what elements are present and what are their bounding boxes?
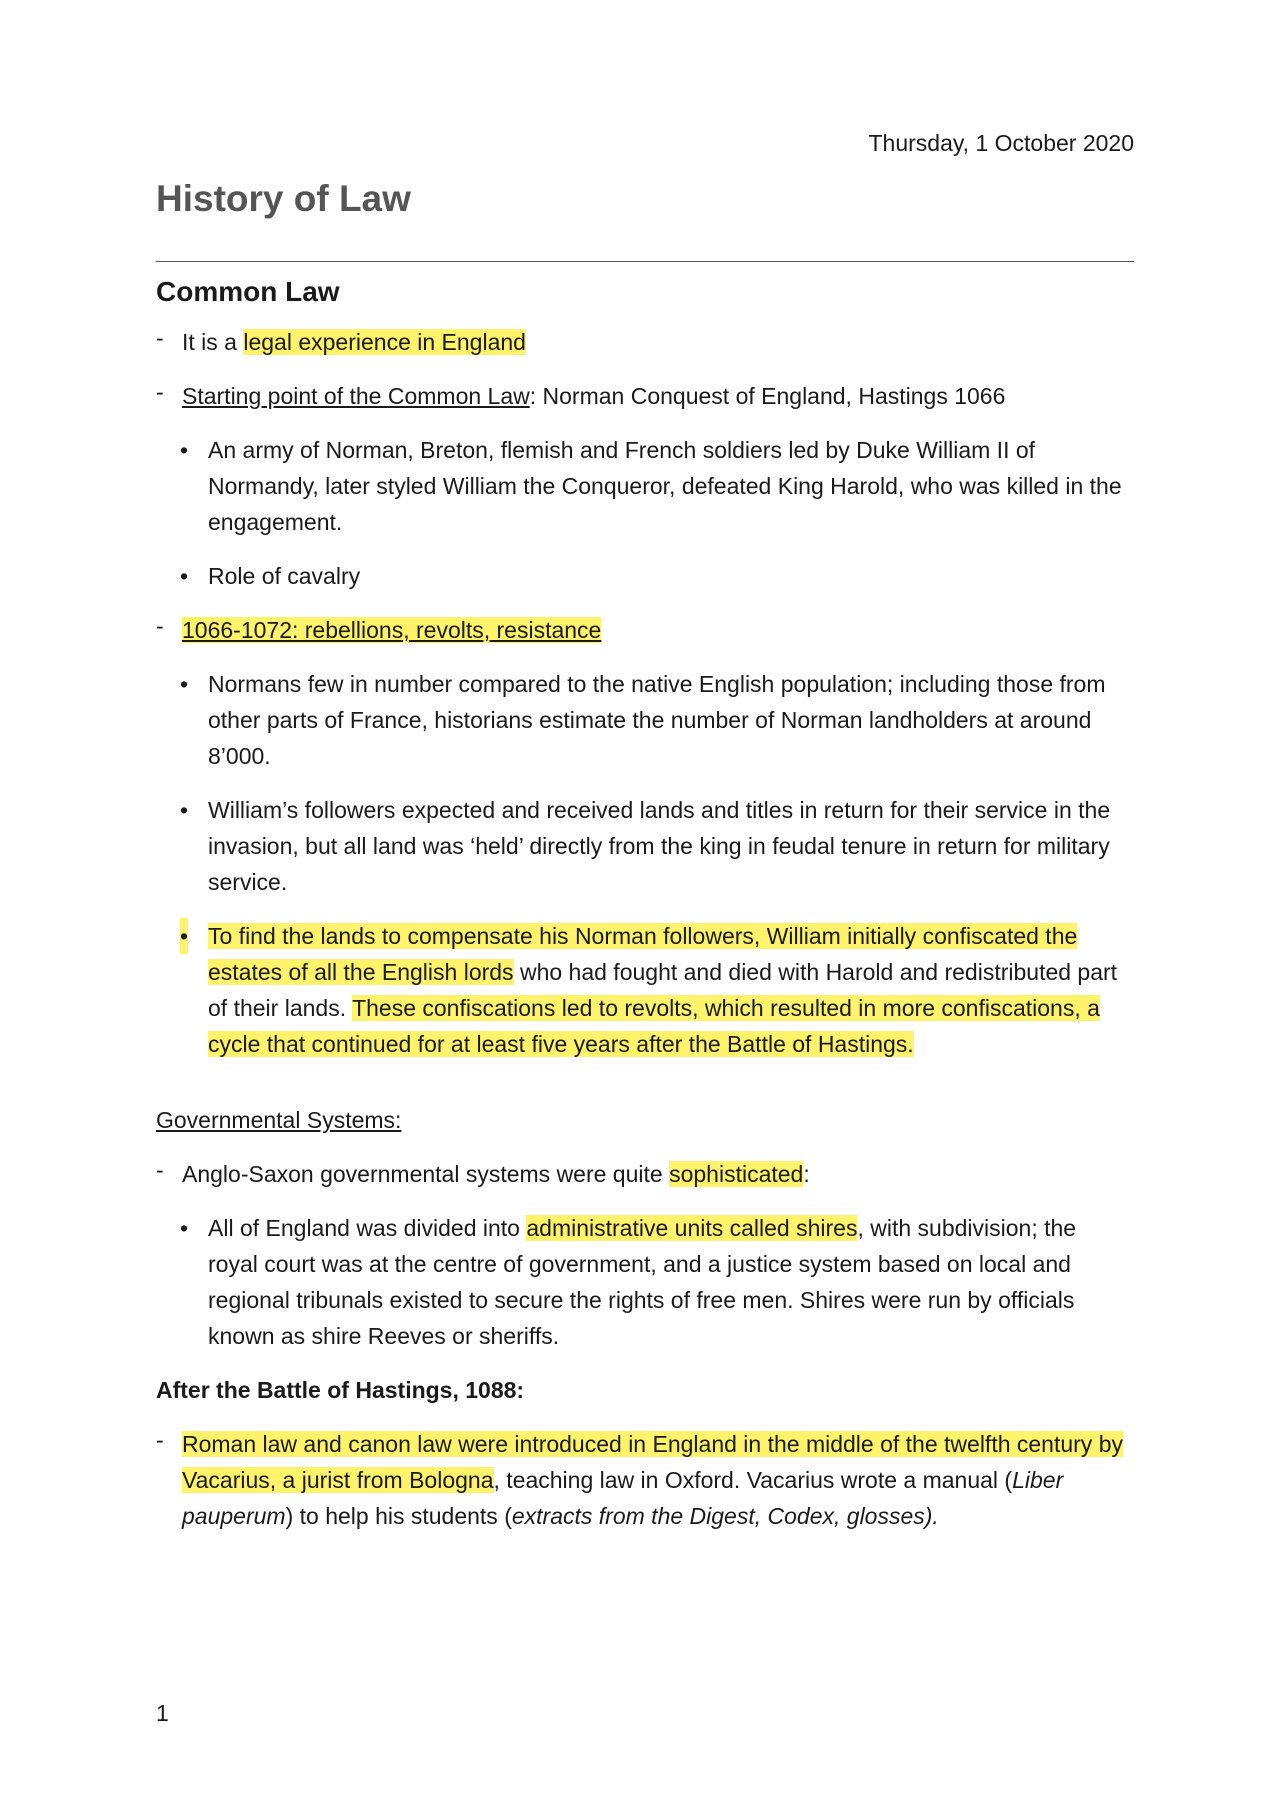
list-item-rebellions: [156, 612, 1134, 648]
highlighted-text: legal experience in England: [243, 329, 526, 355]
italic-text: Liber pauperum: [182, 1467, 1064, 1529]
highlighted-underlined-text: 1066-1072: rebellions, revolts, resistance: [182, 617, 602, 643]
page-title: History of Law: [156, 178, 411, 219]
highlighted-text: sophisticated: [669, 1161, 804, 1187]
document-page: [156, 0, 1134, 1811]
bullet-item-followers: • William’s followers expected and received lands and titles in return for their service in the invasion, but all land was ‘held’ directly from the king in feudal tenure in return for military service.: [156, 792, 1134, 900]
list-item-anglo-saxon: - Anglo-Saxon governmental systems were quite sophisticated:: [156, 1156, 1134, 1192]
bullet-item-normans-few: • Normans few in number compared to the native English population; including those from other parts of France, historians estimate the number of Norman landholders at around 8’000.: [156, 666, 1134, 774]
document-date: Thursday, 1 October 2020: [868, 130, 1134, 156]
bullet-item-confiscations: • To find the lands to compensate his Norman followers, William initially confiscated the estates of all the English lords who had fought and died with Harold and redistributed part of their lands. These confiscations led to revolts, which resulted in more confiscations, a cycle that continued for at least five years after the Battle of Hastings.: [156, 918, 1134, 1062]
list-item-roman-law: - Roman law and canon law were introduced in England in the middle of the twelfth century by Vacarius, a jurist from Bologna, teaching law in Oxford. Vacarius wrote a manual (Liber pauperum) to help his students (extracts from the Digest, Codex, glosses).: [156, 1426, 1134, 1534]
section-heading-governmental: Governmental Systems:: [156, 1107, 402, 1133]
bullet-item-shires: • All of England was divided into administrative units called shires, with subdivision; the royal court was at the centre of government, and a justice system based on local and regional tribunals existed to secure the rights of free men. Shires were run by officials known as shire Reeves or sheriffs.: [156, 1210, 1134, 1354]
italic-text: extracts from the Digest, Codex, glosses).: [511, 1503, 939, 1529]
underlined-text: Starting point of the Common Law: [182, 383, 530, 409]
title-divider: [156, 261, 1134, 262]
list-item-starting-point: - Starting point of the Common Law: Norman Conquest of England, Hastings 1066: [156, 378, 1134, 414]
highlighted-text: To find the lands to compensate his Norman followers, William initially confiscated the estates of all the English lords: [208, 923, 1078, 985]
highlighted-text: administrative units called shires: [526, 1215, 858, 1241]
section-heading-common-law: Common Law: [156, 276, 340, 307]
section-heading-after-hastings: After the Battle of Hastings, 1088:: [156, 1377, 525, 1403]
highlighted-text: These confiscations led to revolts, which resulted in more confiscations, a cycle that continued for at least five years after the Battle of Hastings.: [208, 995, 1100, 1057]
document-body: [156, 270, 1134, 1534]
list-item-legal-experience: - It is a legal experience in England: [156, 324, 1134, 360]
bullet-item-army: • An army of Norman, Breton, flemish and French soldiers led by Duke William II of Normandy, later styled William the Conqueror, defeated King Harold, who was killed in the engagement.: [156, 432, 1134, 540]
highlighted-text: Roman law and canon law were introduced in England in the middle of the twelfth century by Vacarius, a jurist from Bologna: [182, 1431, 1123, 1493]
bullet-item-cavalry: • Role of cavalry: [156, 558, 1134, 594]
page-number: 1: [156, 1700, 169, 1726]
